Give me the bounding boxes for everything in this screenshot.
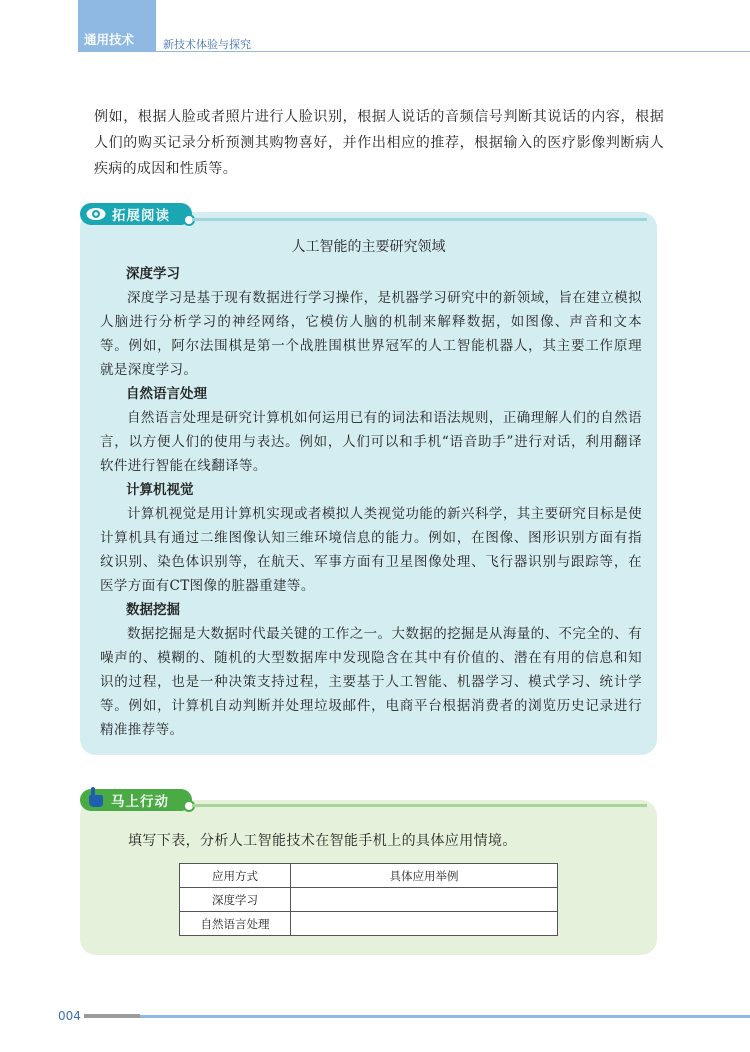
topic-computer-vision [100,478,642,598]
eye-icon [85,206,107,222]
topic-heading: 计算机视觉 [126,482,194,498]
page-number: 004 [58,1009,81,1023]
topic-body: 计算机视觉是用计算机实现或者模拟人类视觉功能的新兴科学，其主要研究目标是使计算机具有通过二维图像认知三维环境信息的能力。例如，在图像、图形识别方面有指纹识别、染色体识别等，在航天、军事方面有卫星图像处理、飞行器识别与跟踪等，在医学方面有CT图像的脏器重建等。 [100,506,642,594]
book-title: 通用技术 [84,32,135,47]
chapter-title: 新技术体验与探究 [163,38,251,51]
header-rule [156,51,750,52]
table-header-cell: 具体应用举例 [291,864,558,888]
action-tag [80,789,192,811]
extended-reading-title: 人工智能的主要研究领域 [291,239,446,255]
header-tab [78,0,156,52]
application-table [179,863,558,936]
table-header-row [180,864,558,888]
intro-paragraph: 例如，根据人脸或者照片进行人脸识别，根据人说话的音频信号判断其说话的内容，根据人们的购买记录分析预测其购物喜好，并作出相应的推荐，根据输入的医疗影像判断病人疾病的成因和性质等。 [94,109,664,177]
table-row [180,912,558,936]
table-header-cell: 应用方式 [180,864,291,888]
footer-bar-gray [84,1014,140,1018]
topic-body: 自然语言处理是研究计算机如何运用已有的词法和语法规则，正确理解人们的自然语言，以方便人们的使用与表达。例如，人们可以和手机“语音助手”进行对话，利用翻译软件进行智能在线翻译等。 [100,410,642,474]
topic-body: 深度学习是基于现有数据进行学习操作，是机器学习研究中的新领域，旨在建立模拟人脑进行分析学习的神经网络，它模仿人脑的机制来解释数据，如图像、声音和文本等。例如，阿尔法围棋是第一个战胜围棋世界冠军的人工智能机器人，其主要工作原理就是深度学习。 [100,290,642,378]
extended-reading-rule [192,218,647,221]
action-instruction: 填写下表，分析人工智能技术在智能手机上的具体应用情境。 [128,833,517,849]
footer-bar-blue [140,1015,750,1018]
topic-nlp [100,382,642,478]
topic-heading: 数据挖掘 [126,602,180,618]
action-label: 马上行动 [111,794,169,810]
extended-reading-content [100,262,642,742]
extended-reading-label: 拓展阅读 [112,208,170,224]
topic-data-mining [100,598,642,742]
table-input-cell[interactable] [291,912,558,936]
topic-body: 数据挖掘是大数据时代最关键的工作之一。大数据的挖掘是从海量的、不完全的、有噪声的、模糊的、随机的大型数据库中发现隐含在其中有价值的、潜在有用的信息和知识的过程，也是一种决策支持过程，主要基于人工智能、机器学习、模式学习、统计学等。例如，计算机自动判断并处理垃圾邮件，电商平台根据消费者的浏览历史记录进行精准推荐等。 [100,626,642,738]
table-cell: 自然语言处理 [180,912,291,936]
pointing-hand-icon [84,786,106,808]
action-rule [192,804,647,807]
extended-reading-tag [80,203,192,225]
topic-deep-learning [100,262,642,382]
table-row [180,888,558,912]
table-cell: 深度学习 [180,888,291,912]
topic-heading: 深度学习 [126,266,180,282]
table-input-cell[interactable] [291,888,558,912]
topic-heading: 自然语言处理 [126,386,207,402]
